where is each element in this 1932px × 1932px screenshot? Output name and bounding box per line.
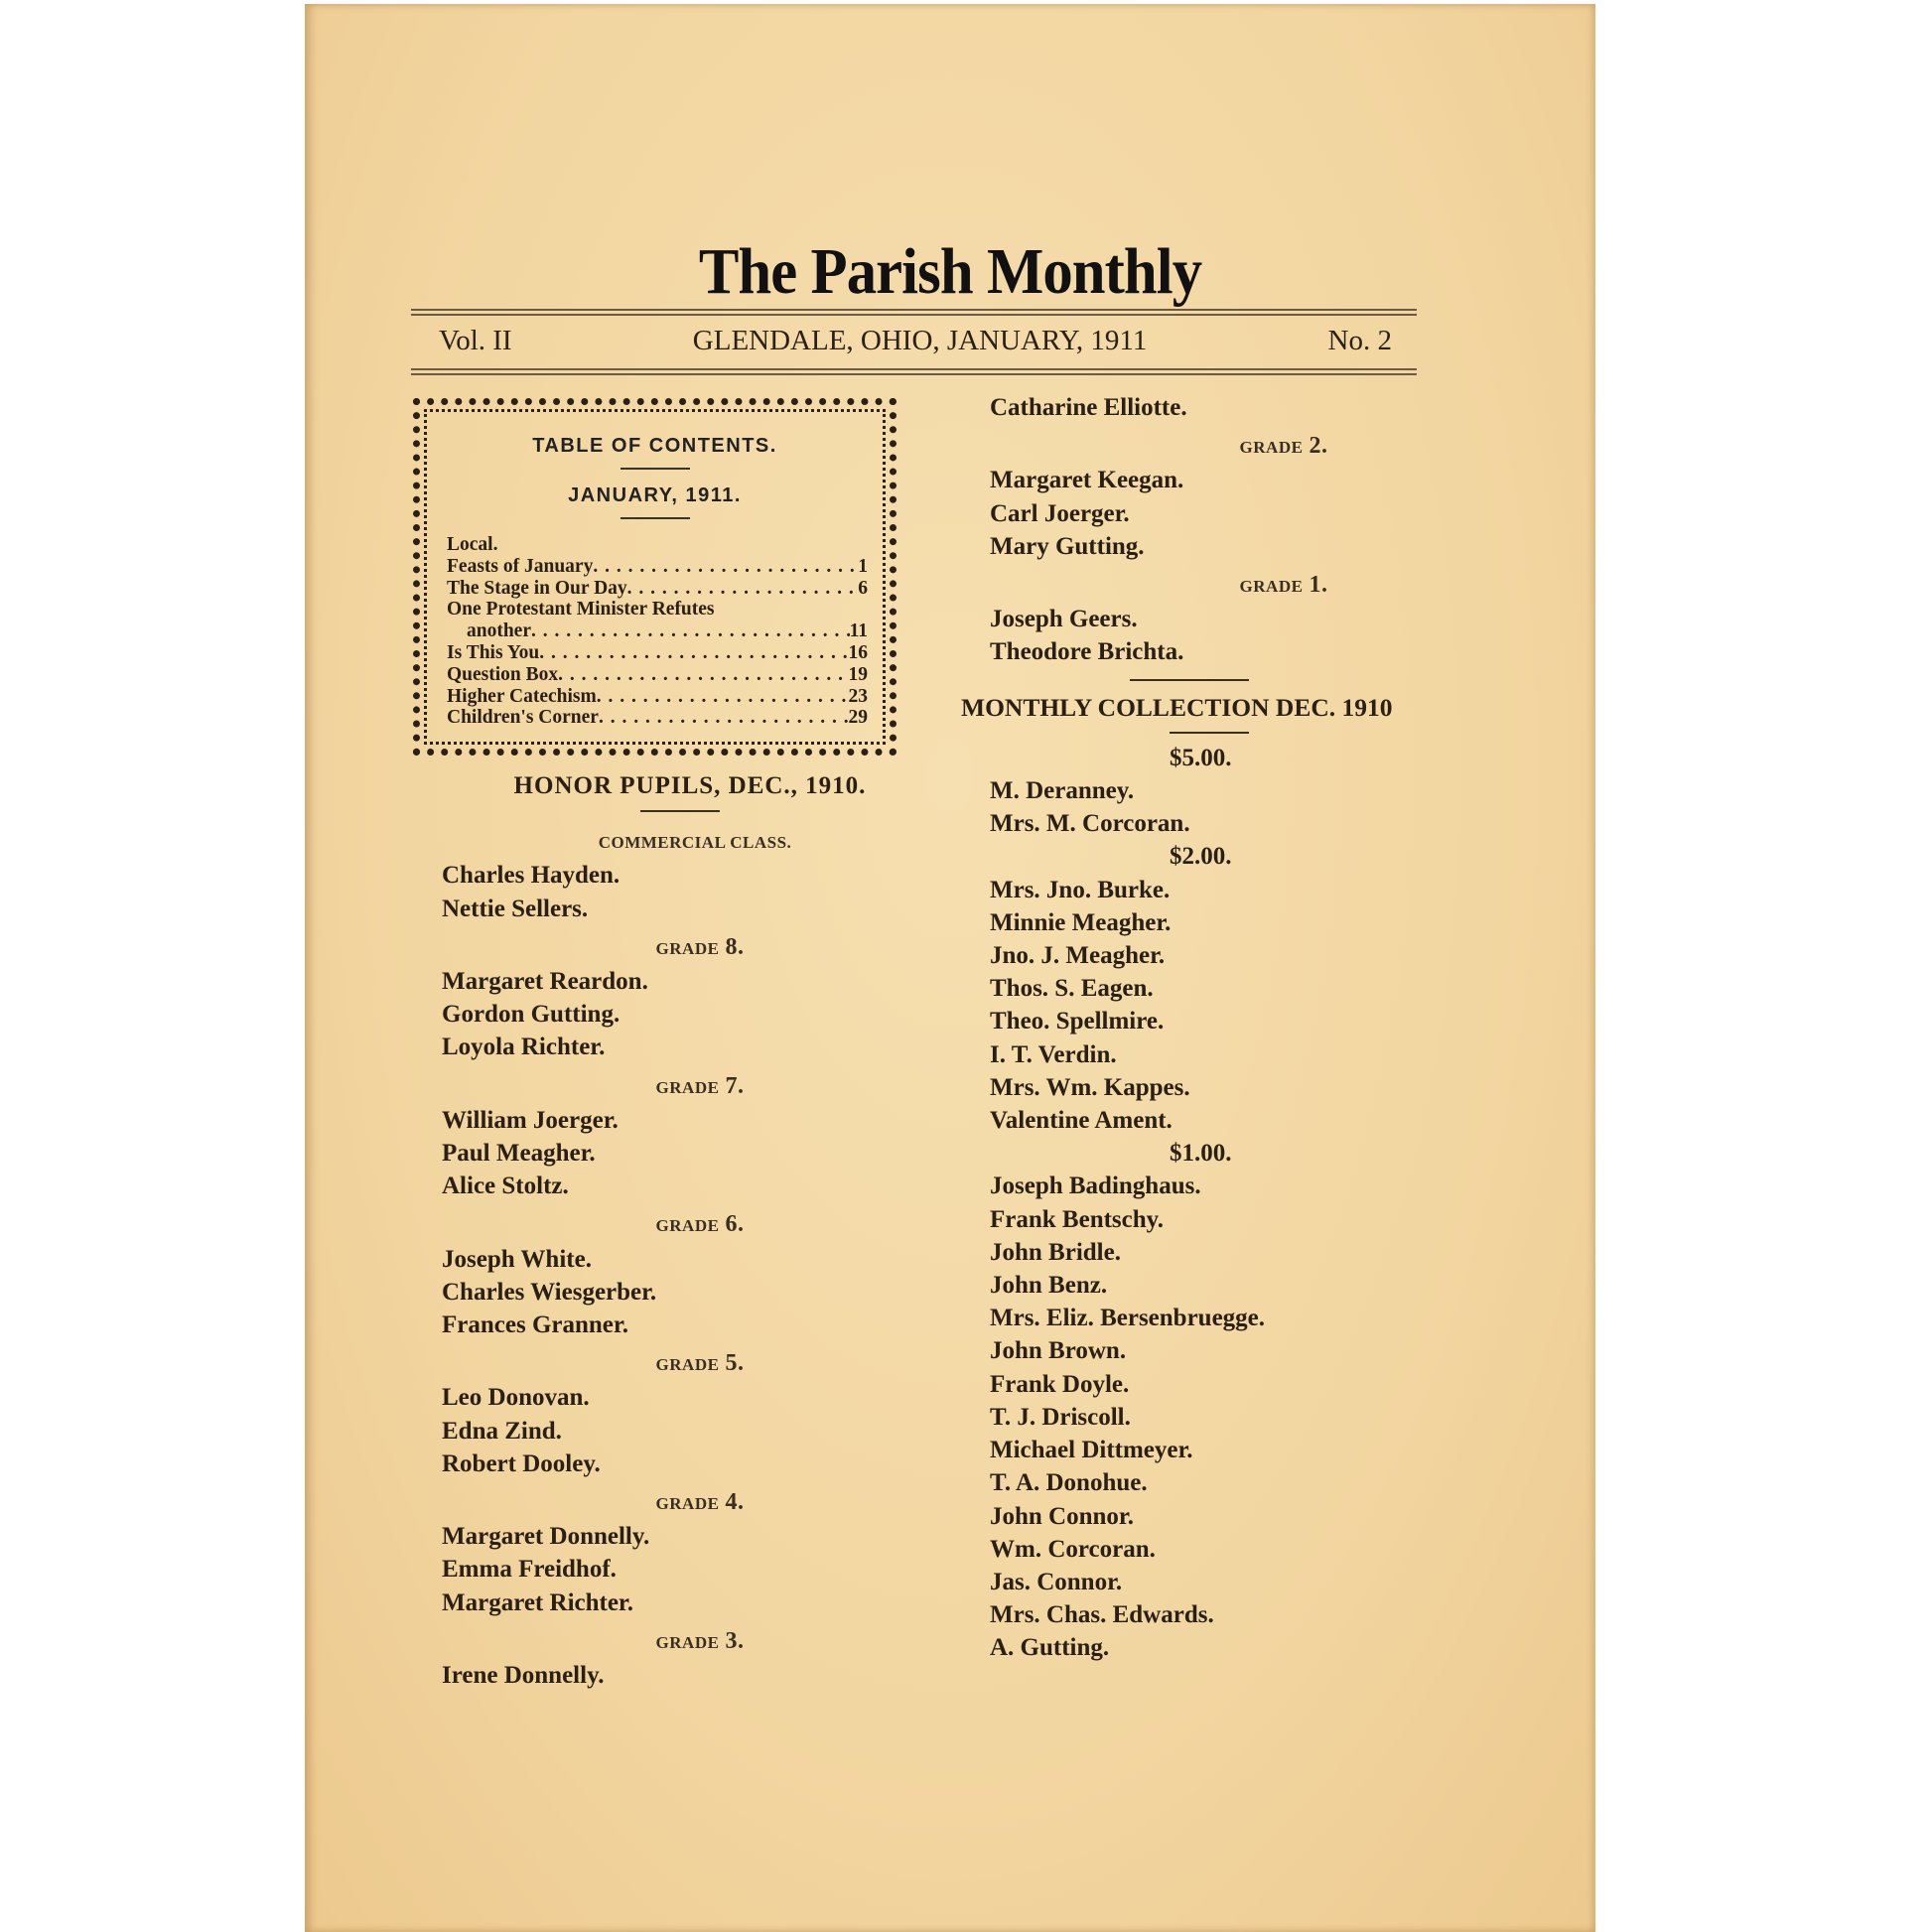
honor-pupils <box>442 769 918 1692</box>
toc-entry-title: Higher Catechism <box>447 685 597 707</box>
grade-number: 8. <box>725 933 745 960</box>
list-item: I. T. Verdin. <box>990 1040 1117 1068</box>
grade-label <box>442 1347 918 1381</box>
list-item: Catharine Elliotte. <box>990 394 1187 421</box>
list-item: William Joerger. <box>442 1106 619 1134</box>
masthead-line <box>439 325 1392 357</box>
divider <box>1170 732 1249 734</box>
toc-entry-page: 11 <box>849 621 868 642</box>
grade-word: GRADE <box>1239 577 1304 597</box>
dot-leader <box>593 556 858 578</box>
toc-entry <box>447 664 868 686</box>
list-item: Mrs. M. Corcoran. <box>990 810 1190 838</box>
page <box>305 4 1595 1932</box>
table-of-contents <box>413 398 897 756</box>
list-item: Alice Stoltz. <box>442 1173 569 1200</box>
list-item: John Brown. <box>990 1337 1127 1365</box>
right-column <box>961 391 1517 1665</box>
list-item: Margaret Keegan. <box>990 467 1184 494</box>
toc-entry-page: 29 <box>848 707 868 729</box>
grade-number: 1. <box>1309 572 1328 599</box>
grade-number: 2. <box>1309 433 1328 460</box>
list-item: Mary Gutting. <box>990 532 1145 560</box>
grade-number: 5. <box>725 1350 745 1377</box>
place-date: GLENDALE, OHIO, JANUARY, 1911 <box>692 325 1148 356</box>
list-item: Jno. J. Meagher. <box>990 942 1166 970</box>
list-item: Joseph Badinghaus. <box>990 1173 1201 1200</box>
list-item: Charles Wiesgerber. <box>442 1278 657 1306</box>
list-item: Joseph White. <box>442 1245 592 1273</box>
toc-heading: TABLE OF CONTENTS. <box>532 435 777 457</box>
grade-number: 7. <box>725 1072 745 1099</box>
list-item: Loyola Richter. <box>442 1034 606 1061</box>
commercial-class-label: COMMERCIAL CLASS. <box>598 833 792 853</box>
list-item: Mrs. Wm. Kappes. <box>990 1073 1190 1101</box>
toc-entry-page: 6 <box>858 577 868 599</box>
list-item: Emma Freidhof. <box>442 1556 617 1584</box>
list-item: Minnie Meagher. <box>990 908 1172 936</box>
grade-word: GRADE <box>655 1077 720 1097</box>
toc-entry <box>447 707 868 729</box>
toc-entry-page: 16 <box>848 641 868 663</box>
toc-entry-page: 23 <box>848 685 868 707</box>
divider <box>1130 679 1249 681</box>
grade-label <box>442 1625 918 1659</box>
dot-leader <box>597 686 849 708</box>
toc-entry-title: The Stage in Our Day <box>447 577 627 599</box>
list-item: Mrs. Chas. Edwards. <box>990 1601 1214 1629</box>
publication-title: The Parish Monthly <box>698 235 1202 308</box>
grade-label <box>442 1208 918 1242</box>
list-item: Jas. Connor. <box>990 1568 1123 1595</box>
toc-entry-page: 1 <box>858 555 868 577</box>
dot-leader <box>558 664 848 686</box>
grade-word: GRADE <box>655 1494 720 1514</box>
divider <box>621 517 690 519</box>
grade-word: GRADE <box>1239 438 1304 458</box>
list-item: Valentine Ament. <box>990 1107 1173 1135</box>
collection-heading: MONTHLY COLLECTION DEC. 1910 <box>961 692 1393 722</box>
list-item: Leo Donovan. <box>442 1384 590 1412</box>
list-item: Thos. S. Eagen. <box>990 975 1154 1003</box>
grade-word: GRADE <box>655 1632 720 1652</box>
volume: Vol. II <box>439 325 512 356</box>
list-item: John Bridle. <box>990 1238 1121 1266</box>
toc-entry <box>447 621 868 642</box>
divider <box>621 468 690 470</box>
list-item: Frances Granner. <box>442 1311 628 1339</box>
list-item: John Benz. <box>990 1272 1108 1300</box>
list-item: Edna Zind. <box>442 1417 562 1445</box>
list-item: Frank Doyle. <box>990 1370 1130 1398</box>
list-item: Wm. Corcoran. <box>990 1535 1156 1563</box>
dot-leader <box>539 642 848 664</box>
list-item: Frank Bentschy. <box>990 1205 1165 1233</box>
toc-date: JANUARY, 1911. <box>568 484 742 506</box>
grade-label <box>442 931 918 965</box>
grade-word: GRADE <box>655 938 720 958</box>
toc-list <box>447 534 868 729</box>
amount-label: $1.00. <box>1170 1140 1232 1168</box>
grade-label <box>442 1486 918 1520</box>
toc-entry <box>447 556 868 578</box>
list-item: Joseph Geers. <box>990 606 1138 633</box>
list-item: Mrs. Eliz. Bersenbruegge. <box>990 1305 1266 1332</box>
grade-number: 4. <box>725 1489 745 1516</box>
list-item: Irene Donnelly. <box>442 1662 605 1690</box>
toc-entry-title: Feasts of January <box>447 555 594 577</box>
list-item: M. Deranney. <box>990 777 1135 805</box>
issue-number: No. 2 <box>1327 325 1392 356</box>
toc-entry <box>447 599 868 621</box>
list-item: Nettie Sellers. <box>442 895 589 922</box>
rule-top <box>411 309 1417 316</box>
list-item: Mrs. Jno. Burke. <box>990 876 1171 903</box>
list-item: Theodore Brichta. <box>990 638 1184 666</box>
list-item: Michael Dittmeyer. <box>990 1437 1193 1464</box>
list-item: Gordon Gutting. <box>442 1001 621 1029</box>
list-item: Margaret Reardon. <box>442 968 648 996</box>
toc-entry <box>447 642 868 664</box>
grade-word: GRADE <box>655 1355 720 1375</box>
toc-entry-title: Children's Corner <box>447 707 599 729</box>
list-item: Margaret Donnelly. <box>442 1523 650 1551</box>
list-item: Theo. Spellmire. <box>990 1008 1165 1035</box>
toc-entry-title: Question Box <box>447 663 559 685</box>
list-item: T. A. Donohue. <box>990 1469 1148 1497</box>
list-item: Charles Hayden. <box>442 862 621 890</box>
toc-entry-title: another <box>467 621 531 642</box>
list-item: John Connor. <box>990 1502 1134 1530</box>
dot-leader <box>531 621 850 642</box>
list-item: A. Gutting. <box>990 1634 1110 1662</box>
amount-label: $2.00. <box>1170 843 1232 871</box>
list-item: Carl Joerger. <box>990 499 1130 527</box>
grade-label <box>961 569 1517 603</box>
list-item: T. J. Driscoll. <box>990 1403 1131 1431</box>
toc-entry <box>447 686 868 708</box>
toc-section: Local. <box>447 534 498 555</box>
toc-entry <box>447 578 868 600</box>
toc-entry-title: Is This You <box>447 641 540 663</box>
dot-leader <box>627 578 859 600</box>
dot-leader <box>599 707 849 729</box>
grade-word: GRADE <box>655 1216 720 1236</box>
list-item: Paul Meagher. <box>442 1140 596 1168</box>
toc-entry-title: One Protestant Minister Refutes <box>447 599 715 621</box>
rule-bottom <box>411 368 1417 375</box>
grade-number: 3. <box>725 1627 745 1654</box>
grade-label <box>442 1070 918 1104</box>
divider <box>640 810 720 812</box>
list-item: Margaret Richter. <box>442 1588 633 1616</box>
amount-label: $5.00. <box>1170 744 1232 771</box>
grade-label <box>961 430 1517 464</box>
toc-entry-page: 19 <box>848 663 868 685</box>
grade-number: 6. <box>725 1211 745 1238</box>
honor-heading: HONOR PUPILS, DEC., 1910. <box>513 772 867 799</box>
list-item: Robert Dooley. <box>442 1449 601 1477</box>
